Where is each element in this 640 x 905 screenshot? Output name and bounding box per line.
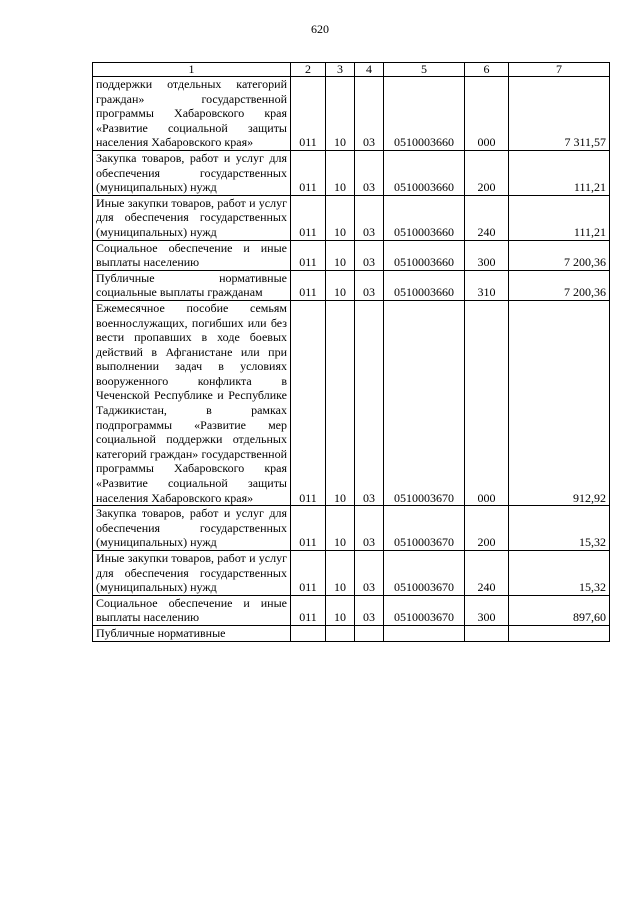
row-amount: 15,32 <box>509 506 610 551</box>
row-subsection: 03 <box>355 300 384 505</box>
row-expense-type: 300 <box>465 595 509 625</box>
row-section: 10 <box>326 595 355 625</box>
row-subsection: 03 <box>355 270 384 300</box>
header-col-5: 5 <box>384 63 465 77</box>
row-subsection: 03 <box>355 150 384 195</box>
table-row <box>93 506 610 551</box>
row-subsection: 03 <box>355 77 384 151</box>
budget-table <box>92 62 610 642</box>
row-name: Социальное обеспечение и иные выплаты населению <box>93 240 291 270</box>
row-amount: 7 200,36 <box>509 270 610 300</box>
row-expense-type: 300 <box>465 240 509 270</box>
row-ministry-code: 011 <box>291 595 326 625</box>
row-expense-type: 310 <box>465 270 509 300</box>
row-section: 10 <box>326 270 355 300</box>
row-subsection: 03 <box>355 595 384 625</box>
row-section: 10 <box>326 240 355 270</box>
row-target-article: 0510003670 <box>384 300 465 505</box>
header-col-3: 3 <box>326 63 355 77</box>
table-row <box>93 195 610 240</box>
row-amount: 15,32 <box>509 551 610 596</box>
row-target-article: 0510003660 <box>384 270 465 300</box>
row-name: Закупка товаров, работ и услуг для обеспечения государственных (муниципальных) нужд <box>93 506 291 551</box>
row-amount: 897,60 <box>509 595 610 625</box>
row-name: Публичные нормативные <box>93 625 291 641</box>
row-expense-type: 000 <box>465 77 509 151</box>
row-ministry-code: 011 <box>291 195 326 240</box>
row-target-article: 0510003660 <box>384 77 465 151</box>
row-ministry-code: 011 <box>291 506 326 551</box>
header-col-7: 7 <box>509 63 610 77</box>
row-ministry-code: 011 <box>291 240 326 270</box>
table-row <box>93 240 610 270</box>
row-subsection: 03 <box>355 506 384 551</box>
table-row <box>93 595 610 625</box>
row-amount: 111,21 <box>509 150 610 195</box>
row-target-article: 0510003660 <box>384 240 465 270</box>
row-ministry-code: 011 <box>291 150 326 195</box>
row-name: Ежемесячное пособие семьям военнослужащих, погибших или без вести пропавших в ходе боевых действий в Афганистане или при выполнении задач в условиях вооруженного конфликта в Чеченской Республике и Республике Таджикистан, в рамках подпрограммы «Развитие мер социальной поддержки отдельных категорий граждан» государственной программы Хабаровского края «Развитие социальной защиты населения Хабаровского края» <box>93 300 291 505</box>
row-name: поддержки отдельных категорий граждан» государственной программы Хабаровского края «Развитие социальной защиты населения Хабаровского края» <box>93 77 291 151</box>
row-section: 10 <box>326 150 355 195</box>
table-row <box>93 77 610 151</box>
row-amount: 7 200,36 <box>509 240 610 270</box>
row-section: 10 <box>326 195 355 240</box>
table-row <box>93 270 610 300</box>
row-empty-cell <box>355 625 384 641</box>
header-col-4: 4 <box>355 63 384 77</box>
row-target-article: 0510003660 <box>384 150 465 195</box>
table-header-row <box>93 63 610 77</box>
row-empty-cell <box>509 625 610 641</box>
row-section: 10 <box>326 77 355 151</box>
row-amount: 7 311,57 <box>509 77 610 151</box>
row-section: 10 <box>326 506 355 551</box>
header-col-2: 2 <box>291 63 326 77</box>
row-empty-cell <box>291 625 326 641</box>
row-expense-type: 200 <box>465 150 509 195</box>
header-col-1: 1 <box>93 63 291 77</box>
row-name: Публичные нормативные социальные выплаты гражданам <box>93 270 291 300</box>
row-expense-type: 240 <box>465 551 509 596</box>
page-number: 620 <box>311 22 329 36</box>
row-name: Закупка товаров, работ и услуг для обеспечения государственных (муниципальных) нужд <box>93 150 291 195</box>
row-target-article: 0510003670 <box>384 595 465 625</box>
row-ministry-code: 011 <box>291 270 326 300</box>
row-name: Социальное обеспечение и иные выплаты населению <box>93 595 291 625</box>
row-section: 10 <box>326 551 355 596</box>
row-subsection: 03 <box>355 551 384 596</box>
row-section: 10 <box>326 300 355 505</box>
table-row <box>93 150 610 195</box>
row-ministry-code: 011 <box>291 77 326 151</box>
row-empty-cell <box>465 625 509 641</box>
table-row <box>93 300 610 505</box>
row-empty-cell <box>326 625 355 641</box>
row-amount: 912,92 <box>509 300 610 505</box>
row-target-article: 0510003670 <box>384 506 465 551</box>
row-ministry-code: 011 <box>291 300 326 505</box>
row-ministry-code: 011 <box>291 551 326 596</box>
row-subsection: 03 <box>355 240 384 270</box>
row-target-article: 0510003670 <box>384 551 465 596</box>
header-col-6: 6 <box>465 63 509 77</box>
row-name: Иные закупки товаров, работ и услуг для обеспечения государственных (муниципальных) нужд <box>93 551 291 596</box>
row-expense-type: 200 <box>465 506 509 551</box>
table-row-cut <box>93 625 610 641</box>
row-amount: 111,21 <box>509 195 610 240</box>
table-row <box>93 551 610 596</box>
row-expense-type: 000 <box>465 300 509 505</box>
row-name: Иные закупки товаров, работ и услуг для обеспечения государственных (муниципальных) нужд <box>93 195 291 240</box>
row-subsection: 03 <box>355 195 384 240</box>
row-expense-type: 240 <box>465 195 509 240</box>
row-empty-cell <box>384 625 465 641</box>
row-target-article: 0510003660 <box>384 195 465 240</box>
